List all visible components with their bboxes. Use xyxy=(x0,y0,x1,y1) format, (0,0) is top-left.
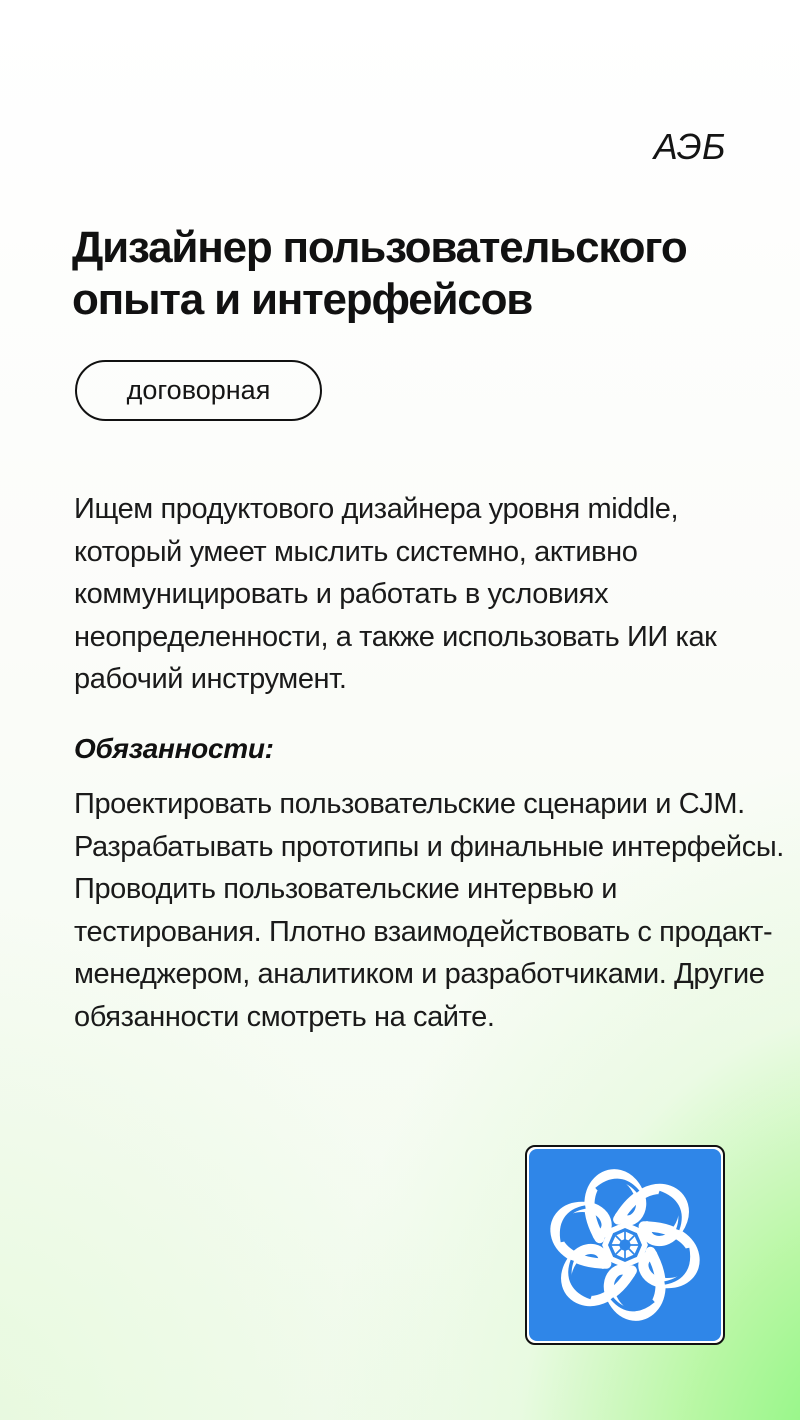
vacancy-title: Дизайнер пользовательского опыта и интерфейсов xyxy=(72,223,687,324)
duties-heading: Обязанности: xyxy=(74,733,274,764)
aeb-knot-logo-icon xyxy=(529,1149,721,1341)
company-logo xyxy=(525,1145,725,1345)
vacancy-intro: Ищем продуктового дизайнера уровня middle, который умеет мыслить системно, активно коммуницировать и работать в условиях неопределенности, а также использовать ИИ как рабочий инструмент. xyxy=(74,493,717,696)
duties-text: Проектировать пользовательские сценарии и CJM. Разрабатывать прототипы и финальные интерфейсы. Проводить пользовательские интервью и тестирования. Плотно взаимодействовать с продакт-менеджером, аналитиком и разработчиками. Другие обязанности смотреть на сайте. xyxy=(74,788,784,1033)
salary-badge: договорная xyxy=(75,360,322,421)
company-name: АЭБ xyxy=(653,126,726,167)
